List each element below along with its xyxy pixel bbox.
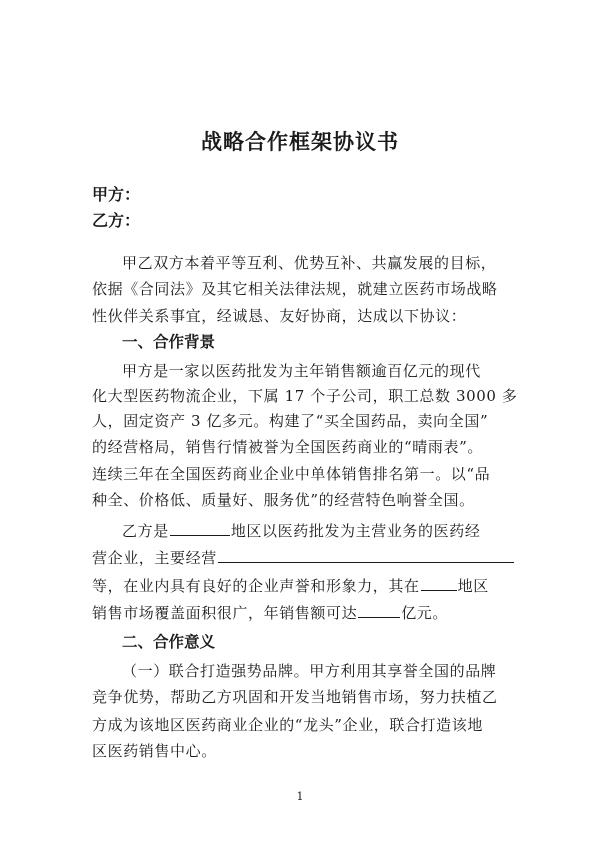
intro-line: 依据《合同法》及其它相关法律法规，就建立医药市场战略 [92, 280, 498, 298]
text-segment: 营企业，主要经营 [92, 549, 217, 567]
intro-line: 甲乙双方本着平等互利、优势互补、共赢发展的目标， [122, 254, 497, 272]
paragraph-line: 区医药销售中心。 [92, 742, 217, 760]
page-number: 1 [296, 790, 304, 803]
paragraph-line: （一）联合打造强势品牌。甲方利用其享誉全国的品牌 [122, 662, 497, 680]
paragraph-line: 方成为该地区医药商业企业的“龙头”企业，联合打造该地 [92, 716, 483, 734]
paragraph-line: 人，固定资产 3 亿多元。构建了“买全国药品，卖向全国” [92, 412, 489, 430]
sales-amount-blank[interactable] [358, 603, 400, 618]
text-segment: 等，在业内具有良好的企业声誉和形象力，其在 [92, 577, 420, 595]
region-blank[interactable] [170, 521, 230, 536]
party-a-label: 甲方： [92, 185, 141, 204]
text-segment: 地区 [457, 577, 489, 595]
party-b-line [122, 520, 480, 541]
text-segment: 地区以医药批发为主营业务的医药经 [230, 522, 481, 540]
section-heading-background: 一、合作背景 [122, 333, 216, 351]
party-b-label: 乙方： [92, 211, 141, 230]
document-title: 战略合作框架协议书 [201, 129, 399, 154]
party-b-line [92, 602, 448, 623]
party-b-line [92, 547, 515, 568]
text-segment: 亿元。 [401, 604, 449, 622]
paragraph-line: 种全、价格低、质量好、服务优”的经营特色响誉全国。 [92, 491, 475, 509]
area-blank[interactable] [421, 576, 457, 591]
paragraph-line: 竞争优势，帮助乙方巩固和开发当地销售市场，努力扶植乙 [92, 688, 498, 706]
text-segment: 销售市场覆盖面积很广，年销售额可达 [92, 604, 358, 622]
paragraph-line: 化大型医药物流企业，下属 17 个子公司，职工总数 3000 多 [92, 387, 518, 405]
intro-line: 性伙伴关系事宜，经诚恳、友好协商，达成以下协议： [92, 307, 467, 325]
paragraph-line: 连续三年在全国医药商业企业中单体销售排名第一。以“品 [92, 465, 491, 483]
paragraph-line: 的经营格局，销售行情被誉为全国医药商业的“晴雨表”。 [92, 438, 483, 456]
paragraph-line: 甲方是一家以医药批发为主年销售额逾百亿元的现代 [122, 362, 481, 380]
section-heading-significance: 二、合作意义 [122, 633, 216, 651]
party-b-line [92, 575, 489, 596]
text-segment: 乙方是 [122, 522, 169, 540]
business-scope-blank[interactable] [218, 548, 514, 563]
